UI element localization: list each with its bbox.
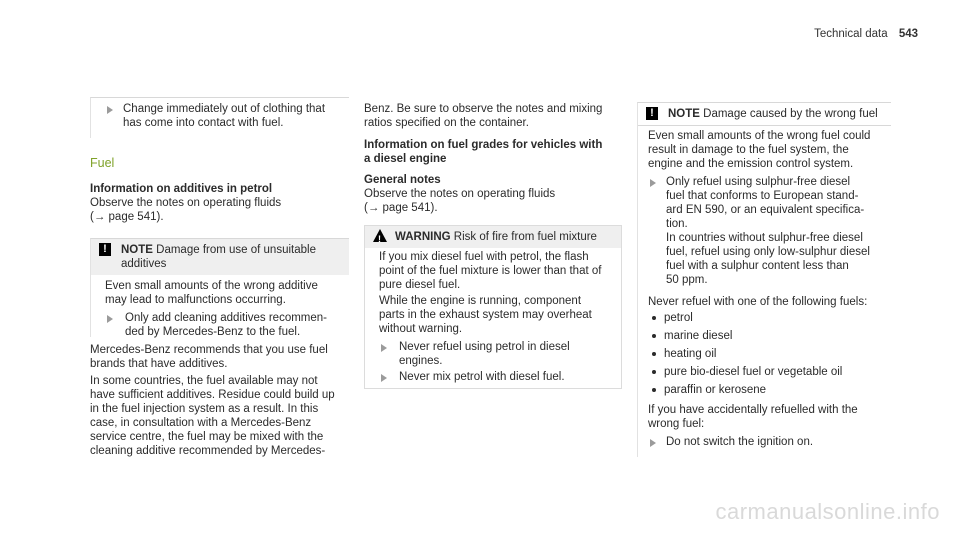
note-wrong-fuel <box>637 102 891 457</box>
fuel-item: petrol <box>664 312 693 324</box>
fuel-item: paraffin or kerosene <box>664 384 767 396</box>
warning-body-1: If you mix diesel fuel with petrol, the flash point of the fuel mixture is lower than that of pure diesel fuel. <box>379 251 602 291</box>
additives-heading: Information on additives in petrol <box>90 183 273 195</box>
accident-text: If you have accidentally refuelled with the wrong fuel: <box>648 404 858 430</box>
page-header <box>814 28 918 40</box>
bullet-arrow-icon <box>107 106 113 114</box>
fuel-contact-notice <box>90 97 349 138</box>
bullet-arrow-icon <box>107 315 113 323</box>
notice-text: Change immediately out of clothing that has come into contact with fuel. <box>123 103 326 129</box>
note-body: Even small amounts of the wrong additive may lead to malfunctions occurring. <box>105 280 318 306</box>
warning-triangle-icon: ! <box>373 229 387 242</box>
para-recommendation: Mercedes-Benz recommends that you use fuel brands that have additives. <box>90 344 328 370</box>
additives-text: Observe the notes on operating fluids (→ page 541). <box>90 197 282 223</box>
list-dot <box>652 334 656 338</box>
note-body: Even small amounts of the wrong fuel could result in damage to the fuel system, the engine and the emission control system. <box>648 130 871 170</box>
warning-header: ! WARNING Risk of fire from fuel mixture <box>365 226 621 248</box>
general-notes-heading: General notes <box>364 174 441 186</box>
exclamation-icon: ! <box>99 243 111 256</box>
warning-bullet-2: Never mix petrol with diesel fuel. <box>399 371 565 383</box>
note-bullet: Only add cleaning additives recommen- ded by Mercedes-Benz to the fuel. <box>125 312 327 338</box>
never-refuel-text: Never refuel with one of the following fuels: <box>648 296 868 308</box>
bullet-arrow-icon <box>650 179 656 187</box>
list-dot <box>652 388 656 392</box>
warning-body-2: While the engine is running, component parts in the exhaust system may overheat without warning. <box>379 295 592 335</box>
bullet-arrow-icon <box>650 439 656 447</box>
warning-bullet-1: Never refuel using petrol in diesel engines. <box>399 341 570 367</box>
para-countries: In some countries, the fuel available may not have sufficient additives. Residue could build up in the fuel injection system as a result. In this case, in consultation with a Mercedes-Benz service centre, the fuel may be mixed with the cleaning additive recommended by Mercedes- <box>90 375 335 457</box>
note-unsuitable-additives <box>90 238 349 337</box>
note-bullet: Only refuel using sulphur-free diesel fuel that conforms to European stand- ard EN 590, or an equivalent specifica- tion. In countries without sulphur-free diesel fuel, refuel using only low-sulphur diesel fuel with a sulphur content less than 50 ppm. <box>666 176 870 286</box>
general-notes-text: Observe the notes on operating fluids (→ page 541). <box>364 188 556 214</box>
note-header: ! NOTE Damage caused by the wrong fuel <box>638 103 891 125</box>
page-number: 543 <box>898 28 918 40</box>
bullet-arrow-icon <box>381 374 387 382</box>
warning-fuel-mixture <box>364 225 622 389</box>
para-continued: Benz. Be sure to observe the notes and mixing ratios specified on the container. <box>364 103 603 129</box>
note-header: ! NOTE Damage from use of unsuitable additives <box>91 239 349 275</box>
watermark: carmanualsonline.info <box>715 499 940 524</box>
exclamation-icon: ! <box>646 107 658 120</box>
last-bullet: Do not switch the ignition on. <box>666 436 814 448</box>
list-dot <box>652 352 656 356</box>
section-heading-fuel: Fuel <box>90 156 115 170</box>
fuel-item: pure bio-diesel fuel or vegetable oil <box>664 366 843 378</box>
list-dot <box>652 316 656 320</box>
diesel-heading: Information on fuel grades for vehicles with a diesel engine <box>364 139 603 165</box>
fuel-item: marine diesel <box>664 330 733 342</box>
bullet-arrow-icon <box>381 344 387 352</box>
list-dot <box>652 370 656 374</box>
section-title: Technical data <box>814 28 888 40</box>
divider <box>638 125 891 126</box>
fuel-item: heating oil <box>664 348 717 360</box>
